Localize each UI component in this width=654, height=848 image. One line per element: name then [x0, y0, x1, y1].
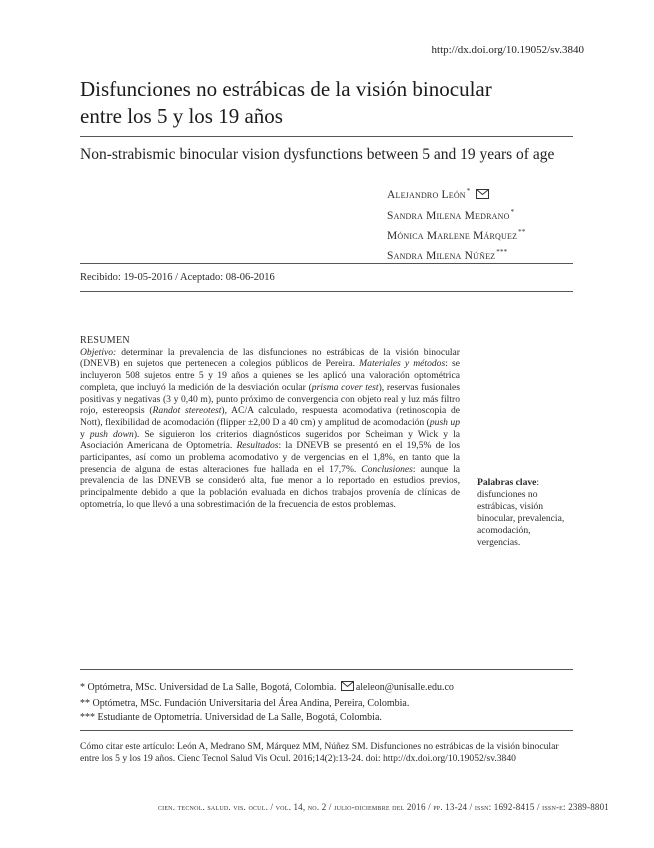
abstract [80, 335, 460, 511]
citation-divider [80, 730, 573, 731]
journal-footer: cien. tecnol. salud. vis. ocul. / vol. 14, no. 2 / julio-diciembre del 2016 / pp. 13-24 / issn: 1692-8415 / issn-e: 2389-8801 [157, 802, 609, 812]
author-name: Sandra Milena Medrano [387, 210, 510, 222]
author-item [387, 244, 526, 264]
results-text: : la DNEVB se presentó en el 19,5% de los participantes, así como un problema acomodativo y de vergencias en el 1,8%, en tanto que la presencia de alguna de estas alteraciones fue hallada en el 17,7%. [80, 440, 460, 475]
author-affiliation-mark: ** [518, 228, 526, 236]
footnote-mark: * [80, 682, 85, 693]
methods-text: y [80, 428, 90, 440]
email-envelope-icon[interactable] [476, 188, 489, 204]
methods-text: ), AC/A calculado, respuesta acomodativa (retinoscopia de Nott), flexibilidad de acomodación (flipper ±2,00 D a 40 cm) y amplitud de acomodación ( [80, 405, 460, 428]
methods-term: prisma cover test [311, 381, 379, 393]
article-title-line-2: entre los 5 y los 19 años [80, 104, 283, 128]
abstract-body [80, 347, 460, 511]
methods-text: ). Se siguieron los criterios diagnósticos sugeridos por Scheiman y Wick y la Asociación Americana de Optometría. [80, 428, 460, 452]
results-label: Resultados [236, 440, 279, 452]
footnote-text: Estudiante de Optometría. Universidad de La Salle, Bogotá, Colombia. [95, 712, 382, 723]
methods-label: Materiales y métodos [359, 358, 446, 370]
title-divider [80, 136, 573, 137]
doi-link[interactable]: http://dx.doi.org/10.19052/sv.3840 [431, 44, 584, 56]
author-item [387, 183, 526, 204]
article-title [80, 76, 580, 130]
footnotes [80, 681, 580, 726]
received-accepted-dates: Recibido: 19-05-2016 / Aceptado: 08-06-2016 [80, 272, 275, 283]
article-title-english: Non-strabismic binocular vision dysfunctions between 5 and 19 years of age [80, 146, 555, 163]
citation-text: Cómo citar este artículo: León A, Medrano SM, Márquez MM, Núñez SM. Disfunciones no estrábicas de la visión binocular entre los 5 y los 19 años. Cienc Tecnol Salud Vis Ocul. 2016;14(2):13-24. doi: http://dx.doi.org/10.19052/sv.3840 [80, 741, 559, 764]
abstract-heading: RESUMEN [80, 335, 130, 346]
footnote-email-link[interactable]: aleleon@unisalle.edu.co [355, 682, 454, 693]
footnotes-divider [80, 669, 573, 670]
methods-text: ), reservas fusionales positivas y negativas (3 y 0,40 m), punto próximo de convergencia con objeto real y luz más filtro rojo, estereopsis ( [80, 381, 460, 417]
keywords [477, 477, 575, 549]
author-item [387, 224, 526, 244]
methods-term: push down [89, 428, 134, 440]
author-affiliation-mark: * [510, 208, 515, 216]
author-affiliation-mark: * [466, 187, 471, 195]
email-envelope-icon [341, 681, 354, 697]
conclusions-text: : aunque la prevalencia de las DNEVB se consideró alta, fue menor a lo reportado en estudios previos, principalmente debido a que la población evaluada en dichos trabajos provenía de clínicas de optometría, lo que llevó a una sobrestimación de la frecuencia de estos problemas. [80, 463, 460, 510]
author-name: Sandra Milena Núñez [387, 250, 496, 262]
author-affiliation-mark: *** [496, 248, 508, 256]
article-title-line-1: Disfunciones no estrábicas de la visión binocular [80, 77, 492, 101]
objective-label: Objetivo: [80, 346, 117, 358]
conclusions-label: Conclusiones [361, 463, 413, 475]
footnote-item [80, 711, 580, 726]
dates-top-divider [80, 263, 573, 264]
dates-bottom-divider [80, 291, 573, 292]
footnote-item [80, 681, 580, 697]
author-item [387, 204, 526, 224]
footnote-text: Optómetra, MSc. Fundación Universitaria del Área Andina, Pereira, Colombia. [90, 697, 410, 709]
author-list [387, 183, 526, 264]
methods-term: push up [429, 416, 460, 428]
author-name: Mónica Marlene Márquez [387, 230, 518, 242]
keywords-label: Palabras clave [477, 477, 537, 488]
footnote-mark: *** [80, 712, 95, 723]
objective-text: determinar la prevalencia de las disfunciones no estrábicas de la visión binocular (DNEVB) en sujetos que pertenecen a colegios públicos de Pereira. [80, 346, 460, 370]
footnote-mark: ** [80, 697, 90, 709]
author-name: Alejandro León [387, 189, 466, 201]
footnote-item [80, 697, 580, 712]
methods-term: Randot stereotest [152, 405, 222, 417]
footnote-text: Optómetra, MSc. Universidad de La Salle, Bogotá, Colombia. [85, 682, 339, 693]
keywords-text: : disfunciones no estrábicas, visión binocular, prevalencia, acomodación, vergencias. [477, 477, 565, 548]
methods-text: : se incluyeron 508 sujetos entre 5 y 19 años a quienes se les aplicó una valoración optométrica completa, que incluyó la medición de la desviación ocular ( [80, 358, 461, 393]
